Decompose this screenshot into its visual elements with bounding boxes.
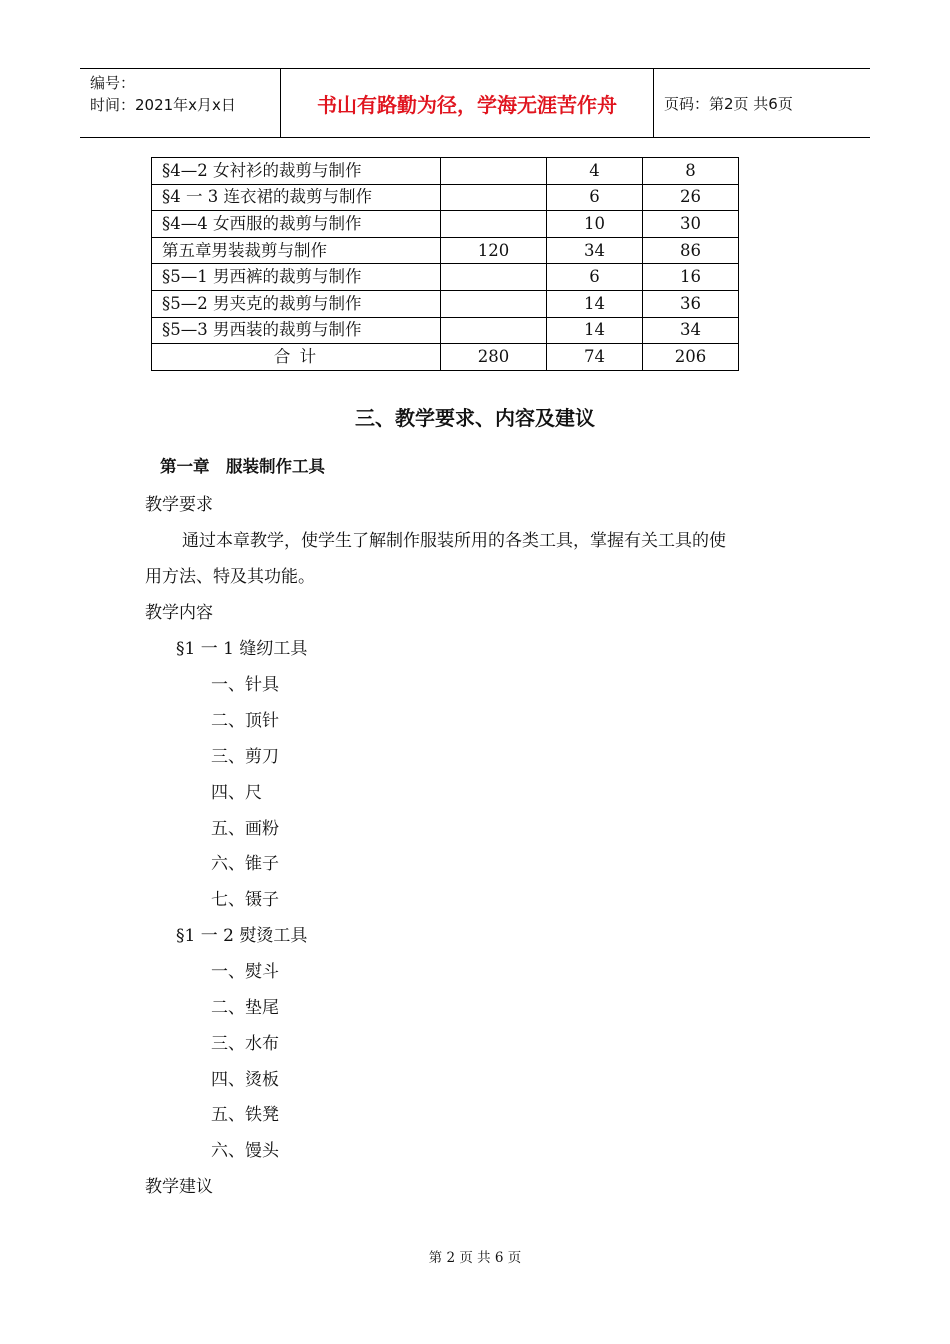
list-item: 三、剪刀 bbox=[211, 747, 279, 767]
list-item: 五、铁凳 bbox=[211, 1105, 279, 1125]
table-row bbox=[152, 264, 739, 291]
list-item: 一、熨斗 bbox=[211, 962, 279, 982]
list-item: 三、水布 bbox=[211, 1034, 279, 1054]
table-row bbox=[152, 184, 739, 211]
table-cell: §5—2 男夹克的裁剪与制作 bbox=[152, 290, 441, 317]
page-header bbox=[80, 68, 870, 138]
section-heading: 三、教学要求、内容及建议 bbox=[355, 406, 595, 430]
table-cell: 6 bbox=[547, 184, 643, 211]
table-cell: 10 bbox=[547, 211, 643, 238]
requirement-text-line: 通过本章教学，使学生了解制作服装所用的各类工具，掌握有关工具的使 bbox=[182, 531, 726, 551]
table-cell: 14 bbox=[547, 317, 643, 344]
table-row bbox=[152, 211, 739, 238]
header-motto: 书山有路勤为径，学海无涯苦作舟 bbox=[281, 69, 654, 137]
table-cell: §4—4 女西服的裁剪与制作 bbox=[152, 211, 441, 238]
table-cell: 第五章男装裁剪与制作 bbox=[152, 237, 441, 264]
table-cell bbox=[441, 290, 547, 317]
table-cell: 8 bbox=[643, 158, 739, 185]
table-row bbox=[152, 290, 739, 317]
table-cell: 6 bbox=[547, 264, 643, 291]
table-cell: 26 bbox=[643, 184, 739, 211]
table-cell: 34 bbox=[643, 317, 739, 344]
table-cell: 30 bbox=[643, 211, 739, 238]
table-total-row bbox=[152, 344, 739, 371]
table-cell: 14 bbox=[547, 290, 643, 317]
table-cell: 16 bbox=[643, 264, 739, 291]
chapter-heading: 第一章 服装制作工具 bbox=[160, 457, 325, 476]
table-cell: 206 bbox=[643, 344, 739, 371]
header-meta bbox=[80, 69, 281, 137]
table-cell: 280 bbox=[441, 344, 547, 371]
document-number-label: 编号： bbox=[90, 74, 136, 92]
page-footer: 第 2 页 共 6 页 bbox=[428, 1250, 522, 1266]
requirement-text-line: 用方法、特及其功能。 bbox=[145, 567, 315, 587]
table-cell bbox=[441, 184, 547, 211]
table-cell: 34 bbox=[547, 237, 643, 264]
list-item: 四、烫板 bbox=[211, 1070, 279, 1090]
list-item: 六、馒头 bbox=[211, 1141, 279, 1161]
table-cell: §4 一 3 连衣裙的裁剪与制作 bbox=[152, 184, 441, 211]
course-hours-table bbox=[151, 157, 739, 371]
list-item: 五、画粉 bbox=[211, 819, 279, 839]
list-item: 四、尺 bbox=[211, 783, 262, 803]
table-cell: 36 bbox=[643, 290, 739, 317]
table-cell bbox=[441, 158, 547, 185]
table-cell bbox=[441, 211, 547, 238]
header-page-label: 页码：第2页 共6页 bbox=[664, 94, 793, 113]
list-item: 二、垫尾 bbox=[211, 998, 279, 1018]
subsection-heading: §1 一 1 缝纫工具 bbox=[176, 639, 308, 659]
list-item: 七、镊子 bbox=[211, 890, 279, 910]
advice-label: 教学建议 bbox=[145, 1177, 213, 1197]
table-cell: §5—3 男西装的裁剪与制作 bbox=[152, 317, 441, 344]
content-label: 教学内容 bbox=[145, 603, 213, 623]
table-cell: 4 bbox=[547, 158, 643, 185]
list-item: 六、锥子 bbox=[211, 854, 279, 874]
table-cell bbox=[441, 264, 547, 291]
document-time-label: 时间：2021年x月x日 bbox=[90, 96, 236, 114]
table-cell: 74 bbox=[547, 344, 643, 371]
table-row bbox=[152, 237, 739, 264]
table-cell bbox=[441, 317, 547, 344]
table-cell: §5—1 男西裤的裁剪与制作 bbox=[152, 264, 441, 291]
table-row bbox=[152, 317, 739, 344]
list-item: 二、顶针 bbox=[211, 711, 279, 731]
subsection-heading: §1 一 2 熨烫工具 bbox=[176, 926, 308, 946]
table-cell: 合 计 bbox=[152, 344, 441, 371]
table-cell: 86 bbox=[643, 237, 739, 264]
list-item: 一、针具 bbox=[211, 675, 279, 695]
table-cell: §4—2 女衬衫的裁剪与制作 bbox=[152, 158, 441, 185]
table-cell: 120 bbox=[441, 237, 547, 264]
table-row bbox=[152, 158, 739, 185]
requirement-label: 教学要求 bbox=[145, 495, 213, 515]
